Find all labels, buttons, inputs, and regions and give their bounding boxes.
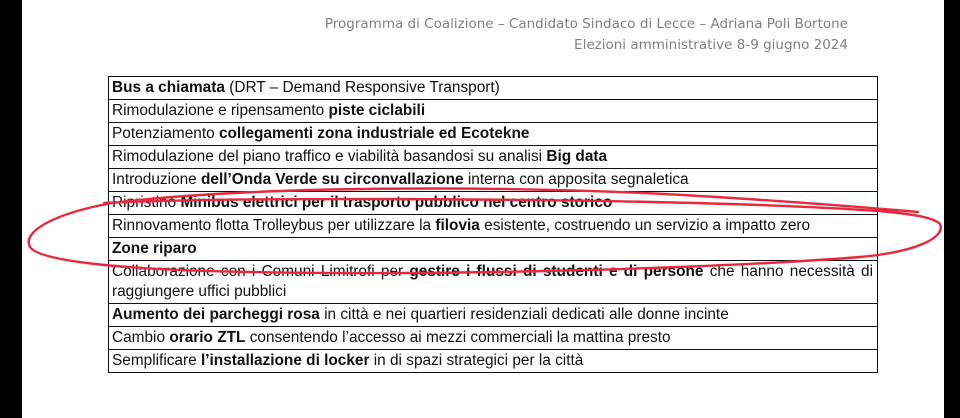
table-cell <box>109 215 878 238</box>
cell-text: Rinnovamento flotta Trolleybus per utilizzare la <box>112 217 436 234</box>
cell-text: Potenziamento <box>112 125 219 142</box>
cell-text: esistente, costruendo un servizio a impatto zero <box>479 217 811 234</box>
table-cell <box>109 238 878 261</box>
cell-text-bold: Bus a chiamata <box>112 79 225 96</box>
cell-text-bold: Zone riparo <box>112 240 197 257</box>
table-row <box>109 327 878 350</box>
table-cell <box>109 261 878 304</box>
table-cell <box>109 146 878 169</box>
cell-text: che hanno necessità di raggiungere uffici pubblici <box>112 263 873 300</box>
table-row <box>109 100 878 123</box>
cell-text: Rimodulazione del piano traffico e viabilità basandosi su analisi <box>112 148 547 165</box>
cell-text: in città e nei quartieri residenziali dedicati alle donne incinte <box>319 306 729 323</box>
table-row <box>109 169 878 192</box>
table-cell <box>109 123 878 146</box>
table-cell <box>109 100 878 123</box>
cell-text-bold: Aumento dei parcheggi rosa <box>112 306 320 323</box>
cell-text-bold: l’installazione di locker <box>200 352 370 369</box>
header-subtitle: Elezioni amministrative 8-9 giugno 2024 <box>574 37 848 53</box>
cell-text-bold: piste ciclabili <box>328 102 426 119</box>
table-row <box>109 215 878 238</box>
cell-text: consentendo l’accesso ai mezzi commerciali la mattina presto <box>245 329 671 346</box>
program-table <box>108 76 878 373</box>
table-row <box>109 261 878 304</box>
cell-text: Collaborazione con i Comuni Limitrofi per <box>112 263 410 280</box>
table-row <box>109 238 878 261</box>
table-cell <box>109 350 878 373</box>
table-row <box>109 77 878 100</box>
table-cell <box>109 77 878 100</box>
header-title: Programma di Coalizione – Candidato Sindaco di Lecce – Adriana Poli Bortone <box>324 16 848 32</box>
cell-text-bold: filovia <box>435 217 480 234</box>
table-row <box>109 304 878 327</box>
cell-text: Cambio <box>112 329 170 346</box>
cell-text: Introduzione <box>112 171 201 188</box>
document-header <box>325 14 848 56</box>
cell-text: interna con apposita segnaletica <box>463 171 689 188</box>
table-row <box>109 350 878 373</box>
cell-text: in di spazi strategici per la città <box>369 352 584 369</box>
cell-text: Ripristino <box>112 194 181 211</box>
cell-text-bold: collegamenti zona industriale ed Ecotekne <box>218 125 530 142</box>
table-cell <box>109 192 878 215</box>
table-row <box>109 146 878 169</box>
cell-text: Rimodulazione e ripensamento <box>112 102 329 119</box>
cell-text: Semplificare <box>112 352 201 369</box>
cell-text-bold: dell’Onda Verde su circonvallazione <box>201 171 464 188</box>
cell-text: (DRT – Demand Responsive Transport) <box>224 79 500 96</box>
table-row <box>109 192 878 215</box>
table-cell <box>109 327 878 350</box>
cell-text-bold: Minibus elettrici per il trasporto pubblico nel centro storico <box>180 194 613 211</box>
table-row <box>109 123 878 146</box>
cell-text-bold: gestire i flussi di studenti e di persone <box>409 263 704 280</box>
table-cell <box>109 169 878 192</box>
cell-text-bold: orario ZTL <box>169 329 246 346</box>
document-page <box>22 0 944 418</box>
table-cell <box>109 304 878 327</box>
cell-text-bold: Big data <box>546 148 608 165</box>
